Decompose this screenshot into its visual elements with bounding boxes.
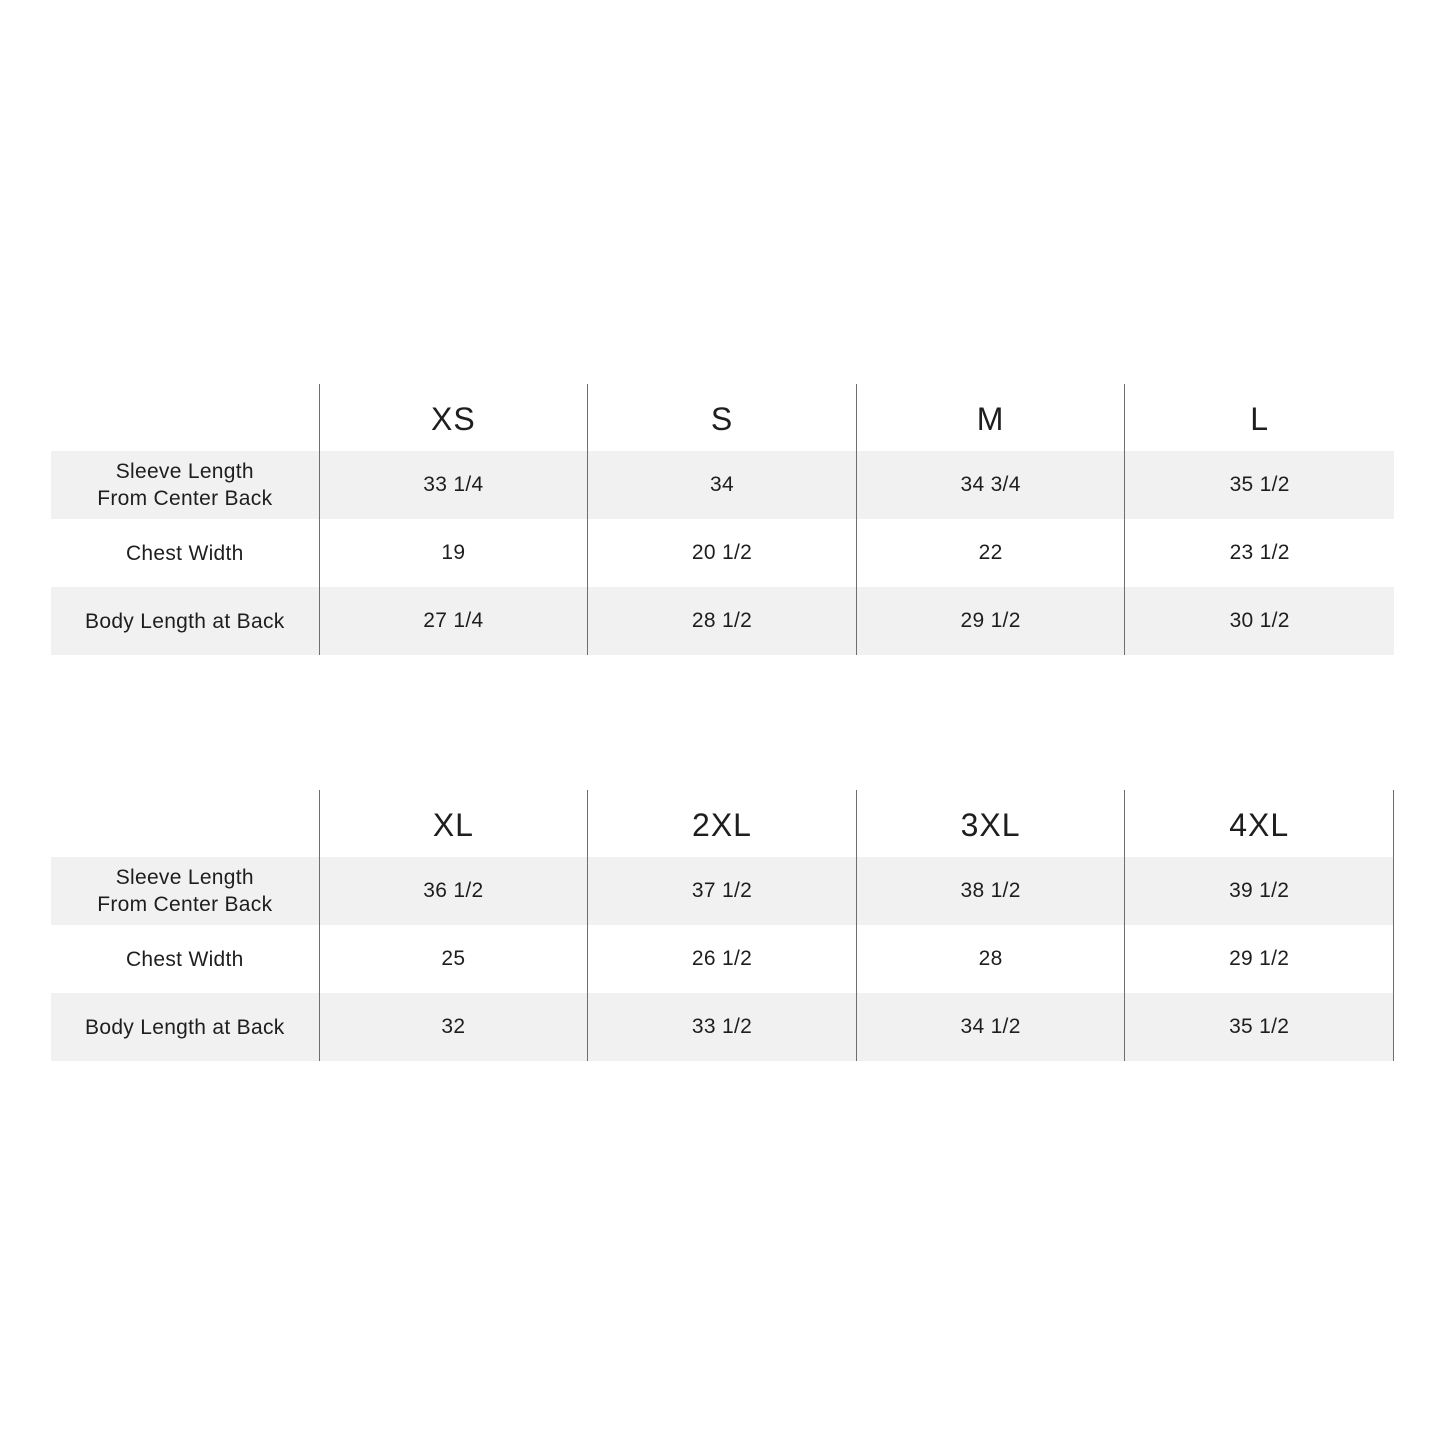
size-header-m: M: [857, 384, 1126, 451]
label-line: Chest Width: [125, 947, 244, 971]
size-header-xl: XL: [320, 790, 589, 857]
size-header-s: S: [588, 384, 857, 451]
sleeve-length-row: [51, 857, 1394, 925]
table-cell: 35 1/2: [1125, 993, 1394, 1061]
size-header-2xl: 2XL: [588, 790, 857, 857]
table-cell: 33 1/4: [320, 451, 589, 519]
row-label-body-length: [51, 993, 320, 1061]
table-cell: 39 1/2: [1125, 857, 1394, 925]
size-header-row: [51, 790, 1394, 857]
size-chart-table-xl-4xl: [51, 790, 1394, 1061]
table-cell: 29 1/2: [1125, 925, 1394, 993]
row-label-chest-width: [51, 925, 320, 993]
body-length-row: [51, 993, 1394, 1061]
table-cell: 22: [857, 519, 1126, 587]
chest-width-row: [51, 519, 1394, 587]
row-label-body-length: [51, 587, 320, 655]
label-line: Body Length at Back: [85, 1015, 285, 1039]
body-length-row: [51, 587, 1394, 655]
table-cell: 19: [320, 519, 589, 587]
size-chart-table-xs-l: [51, 384, 1394, 655]
size-header-xs: XS: [320, 384, 589, 451]
table-cell: 35 1/2: [1229, 473, 1290, 496]
label-line: From Center Back: [97, 893, 273, 916]
table-cell: 34 3/4: [857, 451, 1126, 519]
header-empty-cell: [51, 790, 320, 857]
label-line: From Center Back: [97, 487, 273, 510]
table-cell: 23 1/2: [1229, 541, 1290, 564]
size-header-row: [51, 384, 1394, 451]
table-cell: 26 1/2: [588, 925, 857, 993]
table-cell: 27 1/4: [320, 587, 589, 655]
row-label-sleeve-length: [51, 451, 320, 519]
chest-width-row: [51, 925, 1394, 993]
row-label-sleeve-length: [51, 857, 320, 925]
table-cell: 30 1/2: [1229, 609, 1290, 632]
table-cell: 28 1/2: [588, 587, 857, 655]
table-cell: 29 1/2: [857, 587, 1126, 655]
size-header-4xl: 4XL: [1125, 790, 1394, 857]
label-line: Sleeve Length: [115, 866, 254, 889]
label-line: Chest Width: [125, 541, 244, 565]
table-cell: 38 1/2: [857, 857, 1126, 925]
label-line: Body Length at Back: [85, 609, 285, 633]
table-cell: 25: [320, 925, 589, 993]
table-cell: 36 1/2: [320, 857, 589, 925]
table-cell: 20 1/2: [588, 519, 857, 587]
table-cell: 32: [320, 993, 589, 1061]
table-cell: 28: [857, 925, 1126, 993]
label-line: Sleeve Length: [115, 460, 254, 483]
table-cell: 34: [588, 451, 857, 519]
table-cell: 37 1/2: [588, 857, 857, 925]
size-header-3xl: 3XL: [857, 790, 1126, 857]
size-header-l: L: [1250, 401, 1270, 437]
table-cell: 33 1/2: [588, 993, 857, 1061]
sleeve-length-row: [51, 451, 1394, 519]
table-cell: 34 1/2: [857, 993, 1126, 1061]
row-label-chest-width: [51, 519, 320, 587]
header-empty-cell: [51, 384, 320, 451]
